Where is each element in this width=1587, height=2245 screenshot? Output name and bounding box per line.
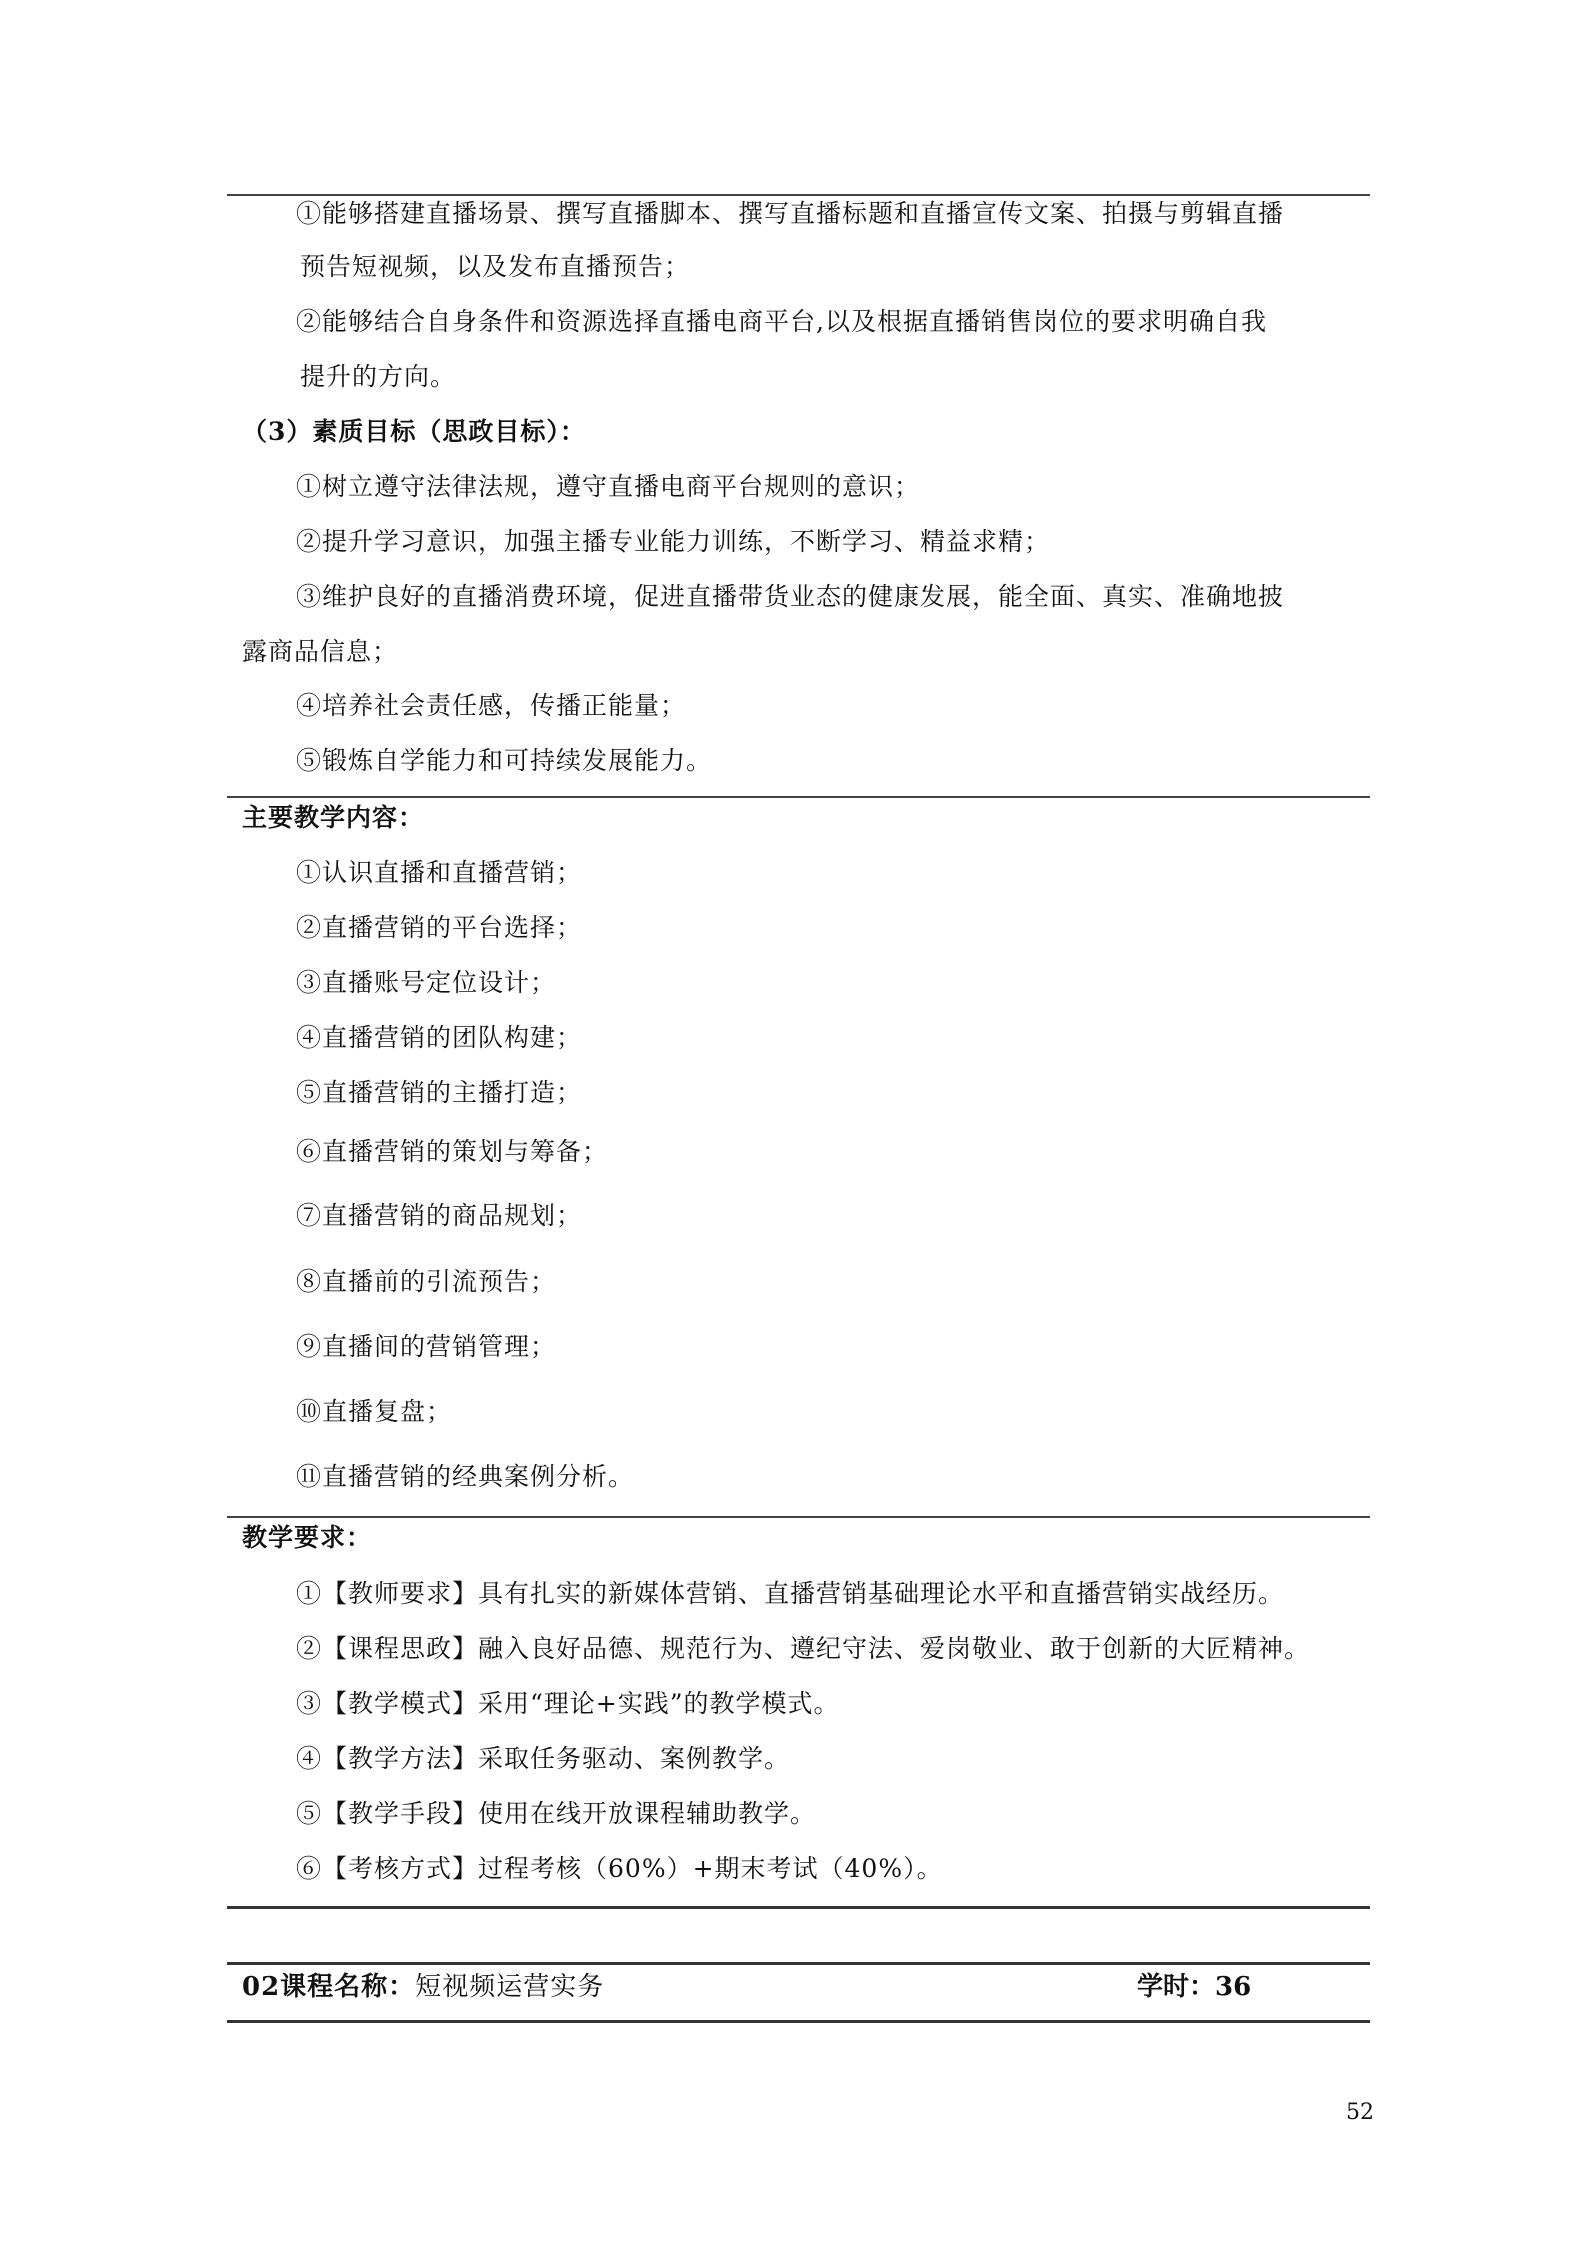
ability-goal-2-line1: ②能够结合自身条件和资源选择直播电商平台,以及根据直播销售岗位的要求明确自我 xyxy=(296,307,1267,336)
main-content-item-4: ④直播营销的团队构建； xyxy=(296,1023,583,1052)
teaching-requirement-5: ⑤【教学手段】使用在线开放课程辅助教学。 xyxy=(296,1799,817,1828)
quality-goal-3-line1: ③维护良好的直播消费环境，促进直播带货业态的健康发展，能全面、真实、准确地披 xyxy=(296,582,1285,611)
main-content-item-1: ①认识直播和直播营销； xyxy=(296,858,583,887)
page-number: 52 xyxy=(1346,2100,1374,2125)
quality-goal-2: ②提升学习意识，加强主播专业能力训练，不断学习、精益求精； xyxy=(296,527,1051,556)
teaching-requirement-6: ⑥【考核方式】过程考核（60%）+期末考试（40%）。 xyxy=(296,1854,943,1883)
table-bottom-rule xyxy=(227,1906,1370,1909)
quality-goal-3-line2: 露商品信息； xyxy=(242,637,399,666)
main-content-item-5: ⑤直播营销的主播打造； xyxy=(296,1078,583,1107)
main-content-item-6: ⑥直播营销的策划与筹备； xyxy=(296,1137,609,1166)
main-content-item-11: ⑪直播营销的经典案例分析。 xyxy=(296,1462,635,1491)
main-content-item-2: ②直播营销的平台选择； xyxy=(296,913,583,942)
next-course-label: 02课程名称： xyxy=(242,1972,416,2002)
main-content-item-9: ⑨直播间的营销管理； xyxy=(296,1332,557,1361)
table-top-rule xyxy=(227,194,1370,196)
ability-goal-1-line2: 预告短视频，以及发布直播预告； xyxy=(300,252,691,281)
ability-goal-2-line2: 提升的方向。 xyxy=(300,362,457,391)
section-rule-1 xyxy=(227,796,1370,798)
next-course-hours: 学时：36 xyxy=(1137,1972,1252,2002)
main-content-heading: 主要教学内容： xyxy=(242,803,425,832)
quality-goal-1: ①树立遵守法律法规，遵守直播电商平台规则的意识； xyxy=(296,472,921,501)
next-table-top-rule xyxy=(227,1962,1370,1965)
teaching-requirements-heading: 教学要求： xyxy=(242,1523,373,1552)
next-table-bottom-rule xyxy=(227,2020,1370,2023)
teaching-requirement-1: ①【教师要求】具有扎实的新媒体营销、直播营销基础理论水平和直播营销实战经历。 xyxy=(296,1579,1285,1608)
quality-goal-5: ⑤锻炼自学能力和可持续发展能力。 xyxy=(296,746,713,775)
teaching-requirement-4: ④【教学方法】采取任务驱动、案例教学。 xyxy=(296,1744,791,1773)
main-content-item-8: ⑧直播前的引流预告； xyxy=(296,1267,557,1296)
quality-goal-4: ④培养社会责任感，传播正能量； xyxy=(296,691,687,720)
main-content-item-7: ⑦直播营销的商品规划； xyxy=(296,1201,583,1230)
ability-goal-1-line1: ①能够搭建直播场景、撰写直播脚本、撰写直播标题和直播宣传文案、拍摄与剪辑直播 xyxy=(296,199,1285,228)
teaching-requirement-3: ③【教学模式】采用“理论+实践”的教学模式。 xyxy=(296,1689,840,1718)
main-content-item-3: ③直播账号定位设计； xyxy=(296,968,557,997)
next-course-name: 短视频运营实务 xyxy=(415,1972,605,2002)
teaching-requirement-2: ②【课程思政】融入良好品德、规范行为、遵纪守法、爱岗敬业、敢于创新的大匠精神。 xyxy=(296,1634,1311,1663)
main-content-item-10: ⑩直播复盘； xyxy=(296,1397,453,1426)
quality-goals-heading: （3）素质目标（思政目标）： xyxy=(242,417,586,446)
next-course-row xyxy=(242,1971,604,2003)
section-rule-2 xyxy=(227,1516,1370,1518)
